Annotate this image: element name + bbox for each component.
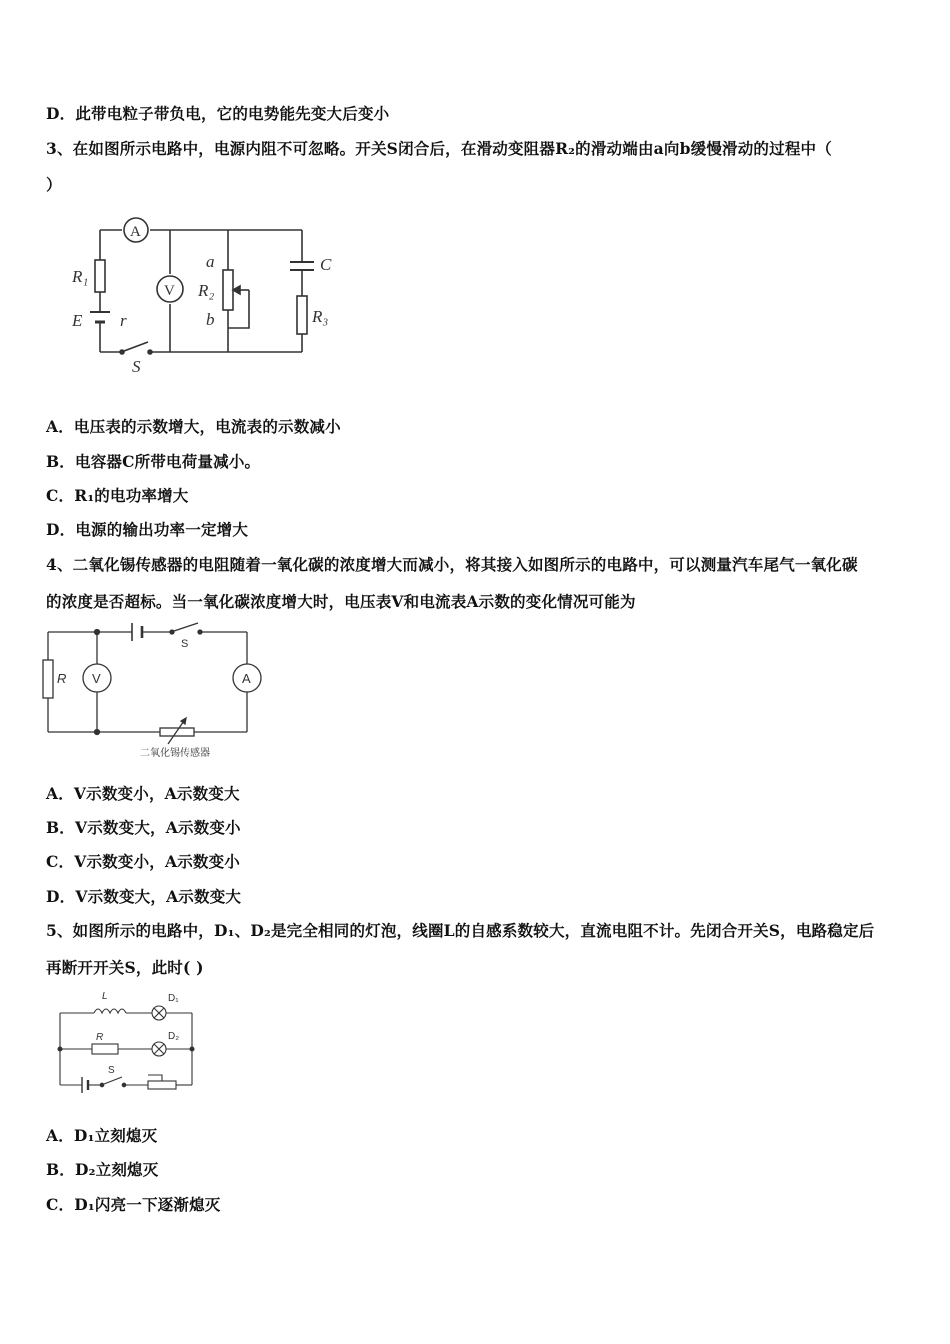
q3-c-label: C [320, 255, 332, 274]
q5-d2-label: D₂ [168, 1031, 180, 1042]
q5-circuit-diagram [52, 987, 202, 1095]
q3-b-label: b [206, 310, 215, 329]
q4-sensor-label: 二氧化锡传感器 [140, 748, 210, 759]
q3-a-label: a [206, 252, 215, 271]
q4-option-b: B．V示数变大，A示数变小 [46, 818, 241, 837]
q5-option-a: A．D₁立刻熄灭 [46, 1126, 158, 1145]
q5-s-label: S [108, 1065, 115, 1076]
q3-stem-line2: ） [46, 175, 62, 194]
q5-d1-label: D₁ [168, 993, 179, 1004]
q3-r-label: r [120, 311, 127, 330]
q3-s-label: S [132, 357, 141, 376]
q5-stem-line1: 5、如图所示的电路中，D₁、D₂是完全相同的灯泡，线圈L的自感系数较大，直流电阻不计。先闭合开关S，电路稳定后 [46, 921, 875, 940]
q3-e-label: E [72, 311, 83, 330]
q4-voltmeter-label: V [92, 671, 101, 686]
q4-circuit-diagram [40, 620, 275, 762]
q3-r1-label: R₁ [72, 267, 89, 286]
q5-option-c: C．D₁闪亮一下逐渐熄灭 [46, 1195, 221, 1214]
q3-ammeter-label: A [130, 224, 141, 240]
q3-option-d: D．电源的输出功率一定增大 [46, 520, 249, 539]
q3-r3-label: R₃ [312, 307, 329, 326]
q4-ammeter-label: A [242, 671, 251, 686]
q5-l-label: L [102, 991, 108, 1002]
q3-voltmeter-label: V [164, 283, 175, 299]
q5-r-label: R [96, 1032, 104, 1043]
q3-stem-line1: 3、在如图所示电路中，电源内阻不可忽略。开关S闭合后，在滑动变阻器R₂的滑动端由a向b缓慢滑动的过程中（ [46, 139, 832, 158]
q3-option-b: B．电容器C所带电荷量减小。 [46, 452, 261, 471]
q4-stem-line2: 的浓度是否超标。当一氧化碳浓度增大时，电压表V和电流表A示数的变化情况可能为 [46, 592, 636, 611]
q4-stem-line1: 4、二氧化锡传感器的电阻随着一氧化碳的浓度增大而减小，将其接入如图所示的电路中，可以测量汽车尾气一氧化碳 [46, 555, 858, 574]
q5-stem-line2: 再断开开关S，此时( ) [46, 958, 204, 977]
q3-option-c: C．R₁的电功率增大 [46, 486, 189, 505]
q4-option-d: D．V示数变大，A示数变大 [46, 887, 242, 906]
q3-r2-label: R₂ [198, 281, 215, 300]
q3-circuit-diagram [60, 212, 360, 377]
q4-r-label: R [57, 671, 67, 686]
q4-option-a: A．V示数变小，A示数变大 [46, 784, 240, 803]
q4-s-label: S [181, 638, 189, 650]
prev-option-d: D．此带电粒子带负电，它的电势能先变大后变小 [46, 104, 390, 123]
q4-option-c: C．V示数变小，A示数变小 [46, 852, 240, 871]
q3-option-a: A．电压表的示数增大，电流表的示数减小 [46, 417, 341, 436]
q5-option-b: B．D₂立刻熄灭 [46, 1160, 159, 1179]
